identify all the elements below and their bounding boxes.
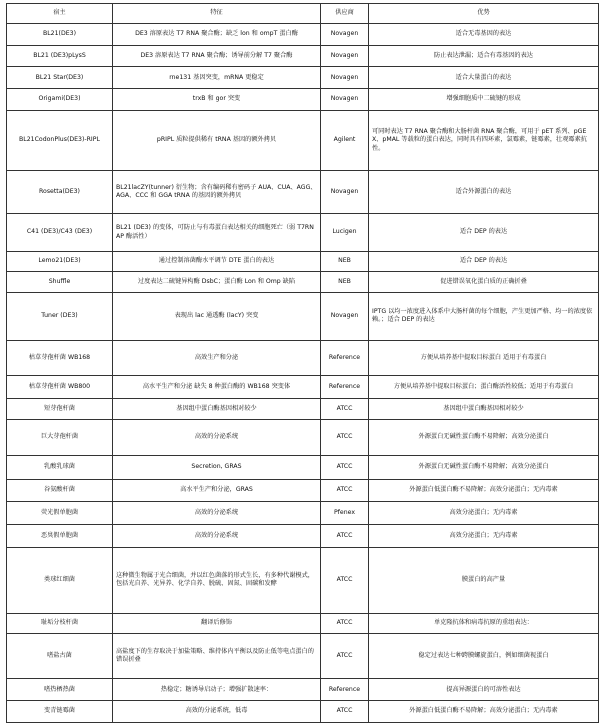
host-cell: Tuner (DE3): [7, 293, 113, 341]
host-cell: BL21(DE3): [7, 24, 113, 46]
feature-cell: 过度表达二硫键异构酶 DsbC；蛋白酶 Lon 和 Omp 缺陷: [113, 272, 321, 293]
feature-cell: Secretion, GRAS: [113, 455, 321, 479]
feature-cell: DE3 溶原表达 T7 RNA 聚合酶；缺乏 lon 和 ompT 蛋白酶: [113, 24, 321, 46]
supplier-cell: ATCC: [321, 479, 369, 502]
supplier-cell: Novagen: [321, 67, 369, 89]
feature-cell: BL21 (DE3) 的变体，可防止与有毒蛋白表达相关的细胞死亡（弱 T7RNAP 酶活性）: [113, 214, 321, 251]
host-cell: BL21 Star(DE3): [7, 67, 113, 89]
supplier-cell: Novagen: [321, 24, 369, 46]
table-row: [7, 375, 599, 398]
table-row: [7, 547, 599, 613]
advantage-cell: 外源蛋白低蛋白酶不易降解；高效分泌蛋白；无内毒素: [369, 701, 599, 723]
supplier-cell: Lucigen: [321, 214, 369, 251]
advantage-cell: 外源蛋白低蛋白酶不易降解；高效分泌蛋白；无内毒素: [369, 479, 599, 502]
host-cell: 荧光假单胞菌: [7, 502, 113, 525]
supplier-cell: Reference: [321, 375, 369, 398]
advantage-cell: 方便从培养基中提取目标蛋白；蛋白酶活性较低；适用于有毒蛋白: [369, 375, 599, 398]
feature-cell: DE3 溶原表达 T7 RNA 聚合酶；诱导前分解 T7 聚合酶: [113, 45, 321, 67]
host-cell: BL21 (DE3)pLysS: [7, 45, 113, 67]
feature-cell: 热稳定；糖诱导启动子；增强扩散速率：: [113, 679, 321, 701]
advantage-cell: 可同时表达 T7 RNA 聚合酶和大肠杆菌 RNA 聚合酶，可用于 pET 系列、pGEX、pMAL 等载粒的蛋白表达，同时具有四环素，氯霉素，链霉素，壮观霉素抗性。: [369, 110, 599, 170]
advantage-cell: 膜蛋白的高产量: [369, 547, 599, 613]
table-row: [7, 214, 599, 251]
table-row: [7, 633, 599, 679]
advantage-cell: 适合外源蛋白的表达: [369, 170, 599, 213]
supplier-cell: Reference: [321, 340, 369, 375]
table-row: [7, 455, 599, 479]
feature-cell: 高盐度下的生存取决于加盐策略、维持体内平衡以及防止低等电点蛋白的错误折叠: [113, 633, 321, 679]
table-row: [7, 340, 599, 375]
supplier-cell: Reference: [321, 679, 369, 701]
supplier-cell: Novagen: [321, 89, 369, 111]
table-row: [7, 67, 599, 89]
host-cell: 短芽孢杆菌: [7, 398, 113, 420]
supplier-cell: Novagen: [321, 170, 369, 213]
table-row: [7, 24, 599, 46]
table-row: [7, 398, 599, 420]
host-cell: Lemo21(DE3): [7, 251, 113, 272]
advantage-cell: 适合大量蛋白的表达: [369, 67, 599, 89]
host-cell: 类球红细菌: [7, 547, 113, 613]
table-row: [7, 502, 599, 525]
advantage-cell: 防止表达泄漏；适合有毒基因的表达: [369, 45, 599, 67]
table-row: [7, 89, 599, 111]
table-row: [7, 110, 599, 170]
header-feature: 特征: [113, 4, 321, 24]
header-supplier: 供应商: [321, 4, 369, 24]
supplier-cell: ATCC: [321, 420, 369, 455]
host-cell: 枯草芽孢杆菌 WB168: [7, 340, 113, 375]
advantage-cell: 高效分泌蛋白；无内毒素: [369, 525, 599, 548]
host-cell: 谷氨酸杆菌: [7, 479, 113, 502]
advantage-cell: 适合 DEP 的表达: [369, 251, 599, 272]
header-host: 宿主: [7, 4, 113, 24]
host-cell: 恶臭假单胞菌: [7, 525, 113, 548]
supplier-cell: ATCC: [321, 614, 369, 634]
advantage-cell: 基因组中蛋白酶基因相对较少: [369, 398, 599, 420]
feature-cell: 表现出 lac 通透酶 (lacY) 突变: [113, 293, 321, 341]
supplier-cell: ATCC: [321, 525, 369, 548]
table-row: [7, 272, 599, 293]
supplier-cell: Novagen: [321, 45, 369, 67]
advantage-cell: 提高异源蛋白的可溶性表达: [369, 679, 599, 701]
supplier-cell: ATCC: [321, 455, 369, 479]
table-row: [7, 45, 599, 67]
supplier-cell: NEB: [321, 272, 369, 293]
feature-cell: 翻译后修饰: [113, 614, 321, 634]
feature-cell: 高效的分泌系统，低毒: [113, 701, 321, 723]
host-cell: C41 (DE3)/C43 (DE3): [7, 214, 113, 251]
supplier-cell: Pfenex: [321, 502, 369, 525]
table-row: [7, 701, 599, 723]
advantage-cell: 外源蛋白无碱性蛋白酶不易降解；高效分泌蛋白: [369, 420, 599, 455]
header-advantage: 优势: [369, 4, 599, 24]
table-row: [7, 170, 599, 213]
advantage-cell: 促进错误氧化蛋白质的正确折叠: [369, 272, 599, 293]
supplier-cell: ATCC: [321, 547, 369, 613]
host-cell: 枯草芽孢杆菌 WB800: [7, 375, 113, 398]
feature-cell: BL21lacZY(tunner) 衍生物；含有编码稀有密码子 AUA、CUA、AGG、AGA、CCC 和 GGA tRNA 的基因的额外拷贝: [113, 170, 321, 213]
host-cell: 巨大芽孢杆菌: [7, 420, 113, 455]
feature-cell: 高效的分泌系统: [113, 420, 321, 455]
host-cell: 嗜热栖热菌: [7, 679, 113, 701]
host-cell: Rosetta(DE3): [7, 170, 113, 213]
feature-cell: 高效生产和分泌: [113, 340, 321, 375]
supplier-cell: ATCC: [321, 633, 369, 679]
feature-cell: pRIPL 质粒提供稀有 tRNA 基因的额外拷贝: [113, 110, 321, 170]
table-row: [7, 479, 599, 502]
table-row: [7, 420, 599, 455]
feature-cell: 高效的分泌系统: [113, 502, 321, 525]
host-cell: Shuffle: [7, 272, 113, 293]
table-row: [7, 251, 599, 272]
supplier-cell: ATCC: [321, 398, 369, 420]
feature-cell: 这种微生物属于光合细菌，并以红色菌落的形式生长，有多种代谢模式，包括光自养、光异养、化学自养、脱硫、固氮、固碳和发酵: [113, 547, 321, 613]
feature-cell: 基因组中蛋白酶基因相对较少: [113, 398, 321, 420]
feature-cell: trxB 和 gor 突变: [113, 89, 321, 111]
host-comparison-table: [6, 3, 599, 723]
advantage-cell: 适合无毒基因的表达: [369, 24, 599, 46]
feature-cell: 高水平生产和分泌，GRAS: [113, 479, 321, 502]
supplier-cell: NEB: [321, 251, 369, 272]
supplier-cell: ATCC: [321, 701, 369, 723]
table-row: [7, 525, 599, 548]
feature-cell: 高效的分泌系统: [113, 525, 321, 548]
table-row: [7, 679, 599, 701]
table-row: [7, 614, 599, 634]
host-cell: 变青链霉菌: [7, 701, 113, 723]
advantage-cell: 增强细胞质中二硫键的形成: [369, 89, 599, 111]
host-cell: 耻垢分枝杆菌: [7, 614, 113, 634]
host-cell: 嗜盐古菌: [7, 633, 113, 679]
feature-cell: rne131 基因突变，mRNA 更稳定: [113, 67, 321, 89]
feature-cell: 高水平生产和分泌 缺失 8 种蛋白酶的 WB168 突变体: [113, 375, 321, 398]
advantage-cell: 方便从培养基中提取目标蛋白 适用于有毒蛋白: [369, 340, 599, 375]
supplier-cell: Novagen: [321, 293, 369, 341]
advantage-cell: IPTG 以均一浓度进入体系中大肠杆菌的每个细胞，产生更加严格、均一的浓度依赖。；适合 DEP 的表达: [369, 293, 599, 341]
supplier-cell: Agilent: [321, 110, 369, 170]
host-cell: BL21CodonPlus(DE3)-RIPL: [7, 110, 113, 170]
feature-cell: 通过控制溶菌酶水平调节 DTE 蛋白的表达: [113, 251, 321, 272]
advantage-cell: 单克隆抗体和病毒抗原的重组表达：: [369, 614, 599, 634]
table-header-row: [7, 4, 599, 24]
advantage-cell: 高效分泌蛋白；无内毒素: [369, 502, 599, 525]
advantage-cell: 稳定过表达七种跨膜螺旋蛋白，例如细菌视蛋白: [369, 633, 599, 679]
advantage-cell: 适合 DEP 的表达: [369, 214, 599, 251]
table-row: [7, 293, 599, 341]
host-cell: 乳酸乳球菌: [7, 455, 113, 479]
advantage-cell: 外源蛋白无碱性蛋白酶不易降解；高效分泌蛋白: [369, 455, 599, 479]
host-cell: Origami(DE3): [7, 89, 113, 111]
